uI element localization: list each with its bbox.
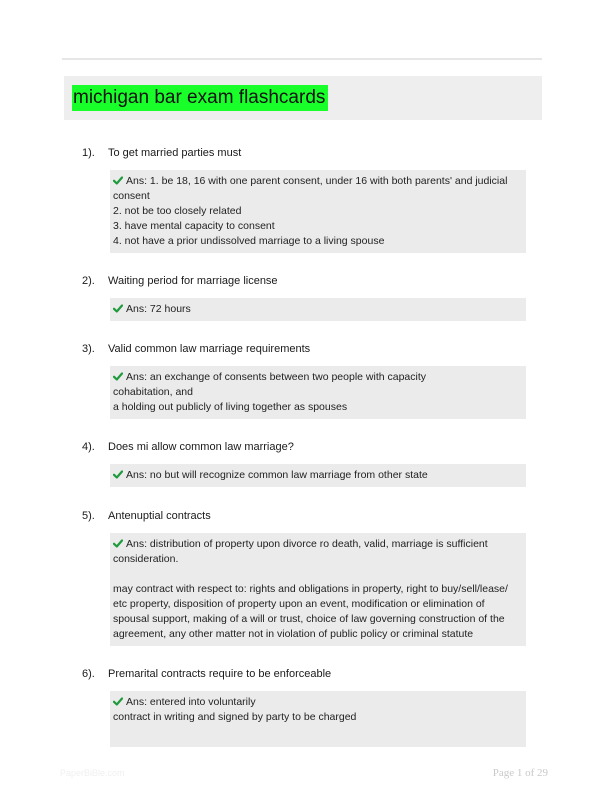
answer-line: cohabitation, and	[113, 386, 193, 398]
answer-line: a holding out publicly of living together as spouses	[113, 401, 348, 413]
answer-line: Ans: entered into voluntarily	[113, 695, 523, 710]
answer-line: may contract with respect to: rights and obligations in property, right to buy/sell/lease/ etc property, disposition of property upon an event, modification or elimination of spousal support, making of a will or trust, choice of law governing construction of the agreement, any other matter not in violation of public policy or criminal statute	[113, 583, 508, 640]
card-number: 1).	[82, 147, 95, 159]
card-question: Valid common law marriage requirements	[108, 343, 311, 355]
answer-line: Ans: 72 hours	[113, 302, 523, 317]
answer-line: Ans: no but will recognize common law marriage from other state	[113, 468, 523, 483]
page-indicator: Page 1 of 29	[492, 767, 548, 779]
answer-spacer	[113, 567, 523, 582]
answer-line: 4. not have a prior undissolved marriage to a living spouse	[113, 235, 385, 247]
answer-line: Ans: an exchange of consents between two people with capacity	[113, 370, 523, 385]
card-question: Waiting period for marriage license	[108, 275, 278, 287]
document-title: michigan bar exam flashcards	[72, 85, 328, 111]
answer-line: 2. not be too closely related	[113, 205, 242, 217]
check-icon	[113, 176, 123, 185]
answer-line: Ans: distribution of property upon divorce ro death, valid, marriage is sufficient consideration.	[113, 538, 488, 565]
card-number: 4).	[82, 441, 95, 453]
check-icon	[113, 539, 123, 548]
footer-watermark: PaperBiBle.com	[60, 768, 125, 778]
answer-box	[110, 533, 526, 646]
card-question: Does mi allow common law marriage?	[108, 441, 294, 453]
card-question: Antenuptial contracts	[108, 510, 211, 522]
answer-box	[110, 366, 526, 419]
check-icon	[113, 372, 123, 381]
answer-box	[110, 170, 526, 253]
answer-line: 3. have mental capacity to consent	[113, 220, 275, 232]
answer-box	[110, 691, 526, 747]
answer-box	[110, 298, 526, 321]
answer-line: Ans: 1. be 18, 16 with one parent consent, under 16 with both parents' and judicial consent	[113, 175, 508, 202]
check-icon	[113, 697, 123, 706]
card-number: 3).	[82, 343, 95, 355]
card-number: 5).	[82, 510, 95, 522]
card-question: To get married parties must	[108, 147, 242, 159]
top-divider	[62, 58, 542, 60]
check-icon	[113, 470, 123, 479]
answer-box	[110, 464, 526, 487]
title-banner	[64, 76, 542, 120]
answer-line: contract in writing and signed by party to be charged	[113, 711, 357, 723]
card-question: Premarital contracts require to be enforceable	[108, 668, 332, 680]
card-number: 6).	[82, 668, 95, 680]
check-icon	[113, 304, 123, 313]
card-number: 2).	[82, 275, 95, 287]
